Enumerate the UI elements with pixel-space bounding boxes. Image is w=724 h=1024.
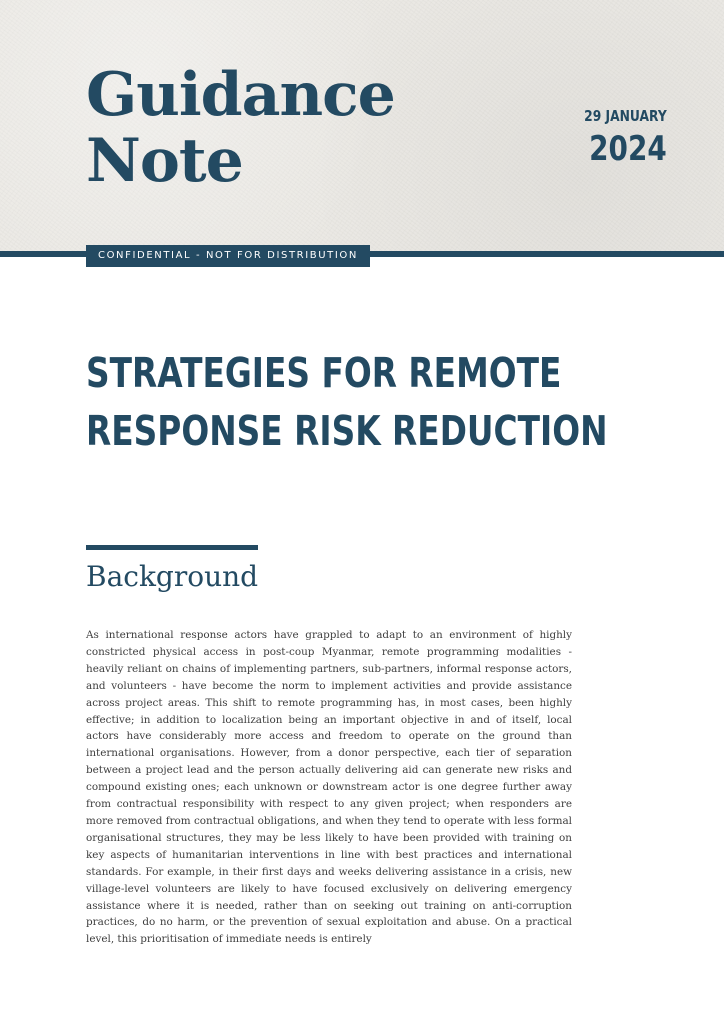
document-title bbox=[86, 344, 608, 460]
section-heading: Background bbox=[86, 560, 259, 593]
header-banner bbox=[0, 0, 724, 253]
publication-date bbox=[566, 106, 667, 168]
section-accent-bar bbox=[86, 545, 258, 550]
date-day-month: 29 JANUARY bbox=[584, 107, 667, 125]
guidance-note-title bbox=[86, 62, 395, 194]
confidential-badge: CONFIDENTIAL - NOT FOR DISTRIBUTION bbox=[86, 245, 370, 267]
document-title-line-2: RESPONSE RISK REDUCTION bbox=[86, 407, 608, 455]
document-title-line-1: STRATEGIES FOR REMOTE bbox=[86, 349, 562, 397]
title-line-1: Guidance bbox=[86, 60, 395, 130]
title-line-2: Note bbox=[86, 126, 243, 196]
date-year: 2024 bbox=[589, 129, 667, 169]
background-paragraph: As international response actors have grappled to adapt to an environment of highly constricted physical access in post-coup Myanmar, remote programming modalities - heavily reliant on chains of implementing partners, sub-partners, informal response actors, and volunteers - have become the norm to implement activities and provide assistance across project areas. This shift to remote programming has, in most cases, been highly effective; in addition to localization being an important objective in and of itself, local actors have considerably more access and freedom to operate on the ground than international organisations. However, from a donor perspective, each tier of separation between a project lead and the person actually delivering aid can generate new risks and compound existing ones; each unknown or downstream actor is one degree further away from contractual responsibility with respect to any given project; when responders are more removed from contractual obligations, and when they tend to operate with less formal organisational structures, they may be less likely to have been provided with training on key aspects of humanitarian interventions in line with best practices and international standards. For example, in their first days and weeks delivering assistance in a crisis, new village-level volunteers are likely to have focused exclusively on delivering emergency assistance where it is needed, rather than on seeking out training on anti-corruption practices, do no harm, or the prevention of sexual exploitation and abuse. On a practical level, this prioritisation of immediate needs is entirely bbox=[86, 629, 572, 946]
